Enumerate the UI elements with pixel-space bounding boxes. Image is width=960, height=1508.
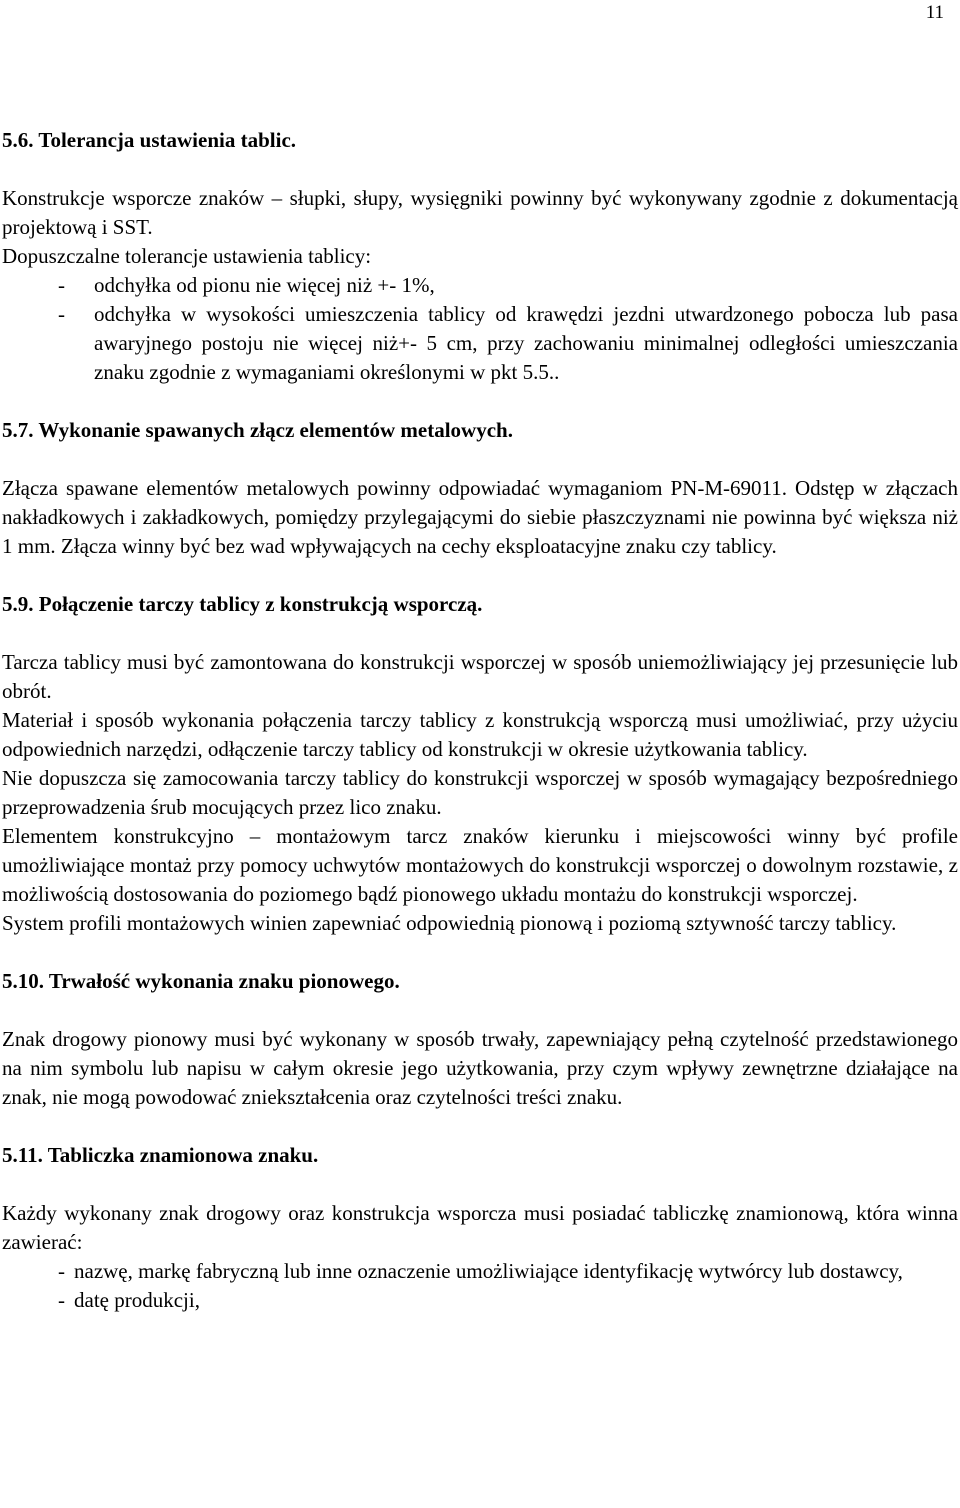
- list-item-text: nazwę, markę fabryczną lub inne oznaczenie umożliwiające identyfikację wytwórcy lub dostawcy,: [74, 1259, 903, 1283]
- section-heading: 5.11. Tabliczka znamionowa znaku.: [2, 1143, 319, 1167]
- list-item: [2, 271, 958, 300]
- paragraph: Konstrukcje wsporcze znaków – słupki, słupy, wysięgniki powinny być wykonywany zgodnie z dokumentacją projektową i SST.: [2, 186, 958, 239]
- list-item: [2, 300, 958, 387]
- list-item-text: odchyłka od pionu nie więcej niż +- 1%,: [94, 273, 435, 297]
- list-item-text: odchyłka w wysokości umieszczenia tablicy od krawędzi jezdni utwardzonego pobocza lub pasa awaryjnego postoju nie więcej niż+- 5 cm, przy zachowaniu minimalnej odległości umieszczania znaku zgodnie z wymaganiami określonymi w pkt 5.5..: [94, 302, 958, 384]
- paragraph: Materiał i sposób wykonania połączenia tarczy tablicy z konstrukcją wsporczą musi umożliwiać, przy użyciu odpowiednich narzędzi, odłączenie tarczy tablicy od konstrukcji w okresie użytkowania tablicy.: [2, 708, 958, 761]
- list-dash: -: [58, 1259, 65, 1283]
- list-item-text: datę produkcji,: [74, 1288, 200, 1312]
- section-heading: 5.7. Wykonanie spawanych złącz elementów metalowych.: [2, 418, 513, 442]
- nameplate-list: [2, 1257, 958, 1315]
- list-item: [2, 1257, 958, 1286]
- paragraph: System profili montażowych winien zapewniać odpowiednią pionową i poziomą sztywność tarczy tablicy.: [2, 911, 897, 935]
- section-heading: 5.6. Tolerancja ustawienia tablic.: [2, 128, 297, 152]
- paragraph: Złącza spawane elementów metalowych powinny odpowiadać wymaganiom PN-M-69011. Odstęp w złączach nakładkowych i zakładkowych, pomiędzy przylegającymi do siebie płaszczyznami nie powinna być większa niż 1 mm. Złącza winny być bez wad wpływających na cechy eksploatacyjne znaku czy tablicy.: [2, 476, 958, 558]
- paragraph: Nie dopuszcza się zamocowania tarczy tablicy do konstrukcji wsporczej w sposób wymagający bezpośredniego przeprowadzenia śrub mocujących przez lico znaku.: [2, 766, 958, 819]
- paragraph: Znak drogowy pionowy musi być wykonany w sposób trwały, zapewniający pełną czytelność przedstawionego na nim symbolu lub napisu w całym okresie jego użytkowania, przy czym wpływy zewnętrzne działające na znak, nie mogą powodować zniekształcenia oraz czytelności treści znaku.: [2, 1027, 958, 1109]
- list-dash: -: [58, 302, 65, 326]
- document-body: [2, 126, 958, 1315]
- section-heading: 5.9. Połączenie tarczy tablicy z konstrukcją wsporczą.: [2, 592, 483, 616]
- section-heading: 5.10. Trwałość wykonania znaku pionowego.: [2, 969, 400, 993]
- paragraph: Tarcza tablicy musi być zamontowana do konstrukcji wsporczej w sposób uniemożliwiający jej przesunięcie lub obrót.: [2, 650, 958, 703]
- paragraph: Każdy wykonany znak drogowy oraz konstrukcja wsporcza musi posiadać tabliczkę znamionową, która winna zawierać:: [2, 1201, 958, 1254]
- list-item: [2, 1286, 958, 1315]
- paragraph: Dopuszczalne tolerancje ustawienia tablicy:: [2, 244, 372, 268]
- tolerance-list: [2, 271, 958, 387]
- list-dash: -: [58, 1288, 65, 1312]
- page-number: 11: [925, 2, 944, 23]
- paragraph: Elementem konstrukcyjno – montażowym tarcz znaków kierunku i miejscowości winny być profile umożliwiające montaż przy pomocy uchwytów montażowych do konstrukcji wsporczej o dowolnym rozstawie, z możliwością dostosowania do poziomego bądź pionowego układu montażu do konstrukcji wsporczej.: [2, 824, 958, 906]
- list-dash: -: [58, 273, 65, 297]
